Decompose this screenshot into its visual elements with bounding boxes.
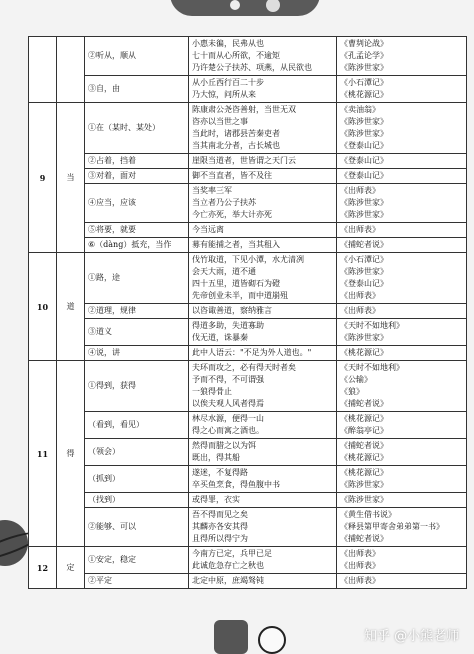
sense-cell: ②平定 bbox=[85, 574, 189, 589]
sources-cell bbox=[337, 184, 467, 223]
source-line: 《捕蛇者说》 bbox=[340, 240, 388, 249]
sense-cell: （领会） bbox=[85, 439, 189, 466]
sense-cell: ④说，讲 bbox=[85, 346, 189, 361]
source-line: 《桃花源记》 bbox=[340, 453, 388, 462]
table-row bbox=[29, 76, 467, 103]
example-line: 募有能捕之者，当其租入 bbox=[192, 240, 280, 249]
source-line: 《登泰山记》 bbox=[340, 141, 388, 150]
example-line: 以俟夫观人风者得焉 bbox=[192, 399, 264, 408]
examples-cell bbox=[189, 304, 337, 319]
source-line: 《捕蛇者说》 bbox=[340, 441, 388, 450]
vocabulary-table bbox=[28, 36, 467, 589]
entry-number: 9 bbox=[29, 103, 57, 253]
sources-cell bbox=[337, 493, 467, 508]
sense-cell: ②能够、可以 bbox=[85, 508, 189, 547]
sources-cell bbox=[337, 238, 467, 253]
table-row bbox=[29, 319, 467, 346]
source-line: 《登泰山记》 bbox=[340, 171, 388, 180]
example-line: 卒买鱼烹食，得鱼腹中书 bbox=[192, 480, 280, 489]
sources-cell bbox=[337, 154, 467, 169]
source-line: 《登泰山记》 bbox=[340, 156, 388, 165]
sense-cell: ②占着，挡着 bbox=[85, 154, 189, 169]
entry-character: 得 bbox=[57, 361, 85, 547]
sense-cell: ③对着，面对 bbox=[85, 169, 189, 184]
sense-cell: ②道理，规律 bbox=[85, 304, 189, 319]
example-line: 乃大惊，问所从来 bbox=[192, 90, 256, 99]
source-line: 《陈涉世家》 bbox=[340, 333, 388, 342]
source-line: 《天时不如地利》 bbox=[340, 363, 404, 372]
example-line: 一狼得骨止 bbox=[192, 387, 232, 396]
example-line: 今亡亦死，举大计亦死 bbox=[192, 210, 272, 219]
examples-cell bbox=[189, 37, 337, 76]
example-line: 咨亦以当世之事 bbox=[192, 117, 248, 126]
table-row bbox=[29, 508, 467, 547]
example-line: 既出，得其船 bbox=[192, 453, 240, 462]
table-row bbox=[29, 169, 467, 184]
source-line: 《桃花源记》 bbox=[340, 414, 388, 423]
top-decoration bbox=[170, 0, 320, 16]
source-line: 《天时不如地利》 bbox=[340, 321, 404, 330]
table-row bbox=[29, 361, 467, 412]
sense-cell: （抓到） bbox=[85, 466, 189, 493]
example-line: 当奖率三军 bbox=[192, 186, 232, 195]
table-row bbox=[29, 304, 467, 319]
table-row bbox=[29, 154, 467, 169]
examples-cell bbox=[189, 346, 337, 361]
watermark: 知乎 @小熊老师 bbox=[364, 629, 460, 644]
source-line: 《出师表》 bbox=[340, 225, 380, 234]
sources-cell bbox=[337, 76, 467, 103]
examples-cell bbox=[189, 547, 337, 574]
example-line: 崖限当道者，世皆谓之天门云 bbox=[192, 156, 296, 165]
source-line: 《桃花源记》 bbox=[340, 468, 388, 477]
source-line: 《释县第甲寄舍弟弟第一书》 bbox=[340, 522, 444, 531]
example-line: 伐竹取道，下见小潭，水尤清冽 bbox=[192, 255, 304, 264]
source-line: 《孔孟论学》 bbox=[340, 51, 388, 60]
sources-cell bbox=[337, 547, 467, 574]
table-row bbox=[29, 466, 467, 493]
table-row bbox=[29, 412, 467, 439]
sources-cell bbox=[337, 439, 467, 466]
example-line: 小惠未徧，民弗从也 bbox=[192, 39, 264, 48]
source-line: 《捕蛇者说》 bbox=[340, 399, 388, 408]
entry-number: 10 bbox=[29, 253, 57, 361]
sources-cell bbox=[337, 169, 467, 184]
entry-character: 道 bbox=[57, 253, 85, 361]
source-line: 《陈涉世家》 bbox=[340, 267, 388, 276]
table-row bbox=[29, 37, 467, 76]
source-line: 《狼》 bbox=[340, 387, 364, 396]
sense-cell: ②听从，顺从 bbox=[85, 37, 189, 76]
sources-cell bbox=[337, 361, 467, 412]
entry-character bbox=[57, 37, 85, 103]
sense-cell: ③自，由 bbox=[85, 76, 189, 103]
sources-cell bbox=[337, 508, 467, 547]
source-line: 《捕蛇者说》 bbox=[340, 534, 388, 543]
examples-cell bbox=[189, 154, 337, 169]
example-line: 陈康肃公尧咨善射，当世无双 bbox=[192, 105, 296, 114]
examples-cell bbox=[189, 412, 337, 439]
sources-cell bbox=[337, 466, 467, 493]
panda-decoration bbox=[258, 626, 286, 654]
example-line: 或得罪，衣实 bbox=[192, 495, 240, 504]
table-row bbox=[29, 547, 467, 574]
rocket-decoration bbox=[214, 620, 248, 654]
examples-cell bbox=[189, 184, 337, 223]
examples-cell bbox=[189, 466, 337, 493]
source-line: 《出师表》 bbox=[340, 561, 380, 570]
example-line: 以咨诹善道，察纳雅言 bbox=[192, 306, 272, 315]
examples-cell bbox=[189, 253, 337, 304]
example-line: 且得所以得宁为 bbox=[192, 534, 248, 543]
source-line: 《陈涉世家》 bbox=[340, 198, 388, 207]
sense-cell: ①在（某时、某处） bbox=[85, 103, 189, 154]
examples-cell bbox=[189, 103, 337, 154]
example-line: 得道多助，失道寡助 bbox=[192, 321, 264, 330]
table-row bbox=[29, 493, 467, 508]
example-line: 七十而从心所欲，不逾矩 bbox=[192, 51, 280, 60]
sources-cell bbox=[337, 37, 467, 76]
source-line: 《出师表》 bbox=[340, 291, 380, 300]
table-row bbox=[29, 574, 467, 589]
source-line: 《桃花源记》 bbox=[340, 90, 388, 99]
source-line: 《公输》 bbox=[340, 375, 372, 384]
example-line: 北定中原，庶竭驽钝 bbox=[192, 576, 264, 585]
example-line: 先帝创业未半，而中道崩殂 bbox=[192, 291, 288, 300]
source-line: 《出师表》 bbox=[340, 576, 380, 585]
example-line: 从小丘西行百二十步 bbox=[192, 78, 264, 87]
example-line: 今当远离 bbox=[192, 225, 224, 234]
source-line: 《陈涉世家》 bbox=[340, 63, 388, 72]
examples-cell bbox=[189, 76, 337, 103]
source-line: 《出师表》 bbox=[340, 186, 380, 195]
source-line: 《陈涉世家》 bbox=[340, 129, 388, 138]
example-line: 此中人语云："不足为外人道也。" bbox=[192, 348, 312, 357]
example-line: 会天大雨，道不通 bbox=[192, 267, 256, 276]
examples-cell bbox=[189, 439, 337, 466]
example-line: 其麟亦各安其得 bbox=[192, 522, 248, 531]
entry-character: 定 bbox=[57, 547, 85, 589]
example-line: 吾不得而见之矣 bbox=[192, 510, 248, 519]
entry-number bbox=[29, 37, 57, 103]
examples-cell bbox=[189, 238, 337, 253]
source-line: 《醉翁亭记》 bbox=[340, 426, 388, 435]
sources-cell bbox=[337, 574, 467, 589]
examples-cell bbox=[189, 223, 337, 238]
sources-cell bbox=[337, 319, 467, 346]
sources-cell bbox=[337, 103, 467, 154]
table-row bbox=[29, 103, 467, 154]
sense-cell: ④应当，应该 bbox=[85, 184, 189, 223]
source-line: 《桃花源记》 bbox=[340, 348, 388, 357]
example-line: 然得而腊之以为饵 bbox=[192, 441, 256, 450]
sense-cell: ⑥（dàng）抵充，当作 bbox=[85, 238, 189, 253]
source-line: 《小石潭记》 bbox=[340, 255, 388, 264]
sense-cell: （看到，看见） bbox=[85, 412, 189, 439]
example-line: 当其南北分者，古长城也 bbox=[192, 141, 280, 150]
source-line: 《登泰山记》 bbox=[340, 279, 388, 288]
example-line: 乃许楚公子扶苏、项燕，从民欲也 bbox=[192, 63, 312, 72]
sense-cell: ⑤将要，就要 bbox=[85, 223, 189, 238]
source-line: 《曹刿论战》 bbox=[340, 39, 388, 48]
source-line: 《陈涉世家》 bbox=[340, 117, 388, 126]
sources-cell bbox=[337, 304, 467, 319]
source-line: 《陈涉世家》 bbox=[340, 495, 388, 504]
examples-cell bbox=[189, 574, 337, 589]
example-line: 得之心而寓之酒也。 bbox=[192, 426, 264, 435]
table-row bbox=[29, 439, 467, 466]
example-line: 夫环而攻之，必有得天时者矣 bbox=[192, 363, 296, 372]
example-line: 予而不得，不可谓强 bbox=[192, 375, 264, 384]
sense-cell: （找到） bbox=[85, 493, 189, 508]
example-line: 御不当直者，皆不及往 bbox=[192, 171, 272, 180]
example-line: 此诚危急存亡之秋也 bbox=[192, 561, 264, 570]
examples-cell bbox=[189, 361, 337, 412]
table-row bbox=[29, 184, 467, 223]
examples-cell bbox=[189, 319, 337, 346]
source-line: 《出师表》 bbox=[340, 549, 380, 558]
examples-cell bbox=[189, 508, 337, 547]
examples-cell bbox=[189, 493, 337, 508]
sources-cell bbox=[337, 412, 467, 439]
examples-cell bbox=[189, 169, 337, 184]
example-line: 当立者乃公子扶苏 bbox=[192, 198, 256, 207]
table-row bbox=[29, 253, 467, 304]
sources-cell bbox=[337, 223, 467, 238]
example-line: 当此时，诸郡县苦秦吏者 bbox=[192, 129, 280, 138]
entry-character: 当 bbox=[57, 103, 85, 253]
table-row bbox=[29, 223, 467, 238]
sources-cell bbox=[337, 346, 467, 361]
sense-cell: ①安定，稳定 bbox=[85, 547, 189, 574]
example-line: 伐无道，诛暴秦 bbox=[192, 333, 248, 342]
source-line: 《陈涉世家》 bbox=[340, 480, 388, 489]
sense-cell: ①得到，获得 bbox=[85, 361, 189, 412]
sense-cell: ③道义 bbox=[85, 319, 189, 346]
example-line: 今南方已定，兵甲已足 bbox=[192, 549, 272, 558]
example-line: 林尽水源，便得一山 bbox=[192, 414, 264, 423]
sources-cell bbox=[337, 253, 467, 304]
source-line: 《卖油翁》 bbox=[340, 105, 380, 114]
entry-number: 11 bbox=[29, 361, 57, 547]
table-row bbox=[29, 346, 467, 361]
source-line: 《黄生借书说》 bbox=[340, 510, 396, 519]
table-row bbox=[29, 238, 467, 253]
sense-cell: ①路，途 bbox=[85, 253, 189, 304]
example-line: 遂迷，不复得路 bbox=[192, 468, 248, 477]
source-line: 《小石潭记》 bbox=[340, 78, 388, 87]
source-line: 《陈涉世家》 bbox=[340, 210, 388, 219]
source-line: 《出师表》 bbox=[340, 306, 380, 315]
example-line: 四十五里，道皆砌石为磴 bbox=[192, 279, 280, 288]
entry-number: 12 bbox=[29, 547, 57, 589]
